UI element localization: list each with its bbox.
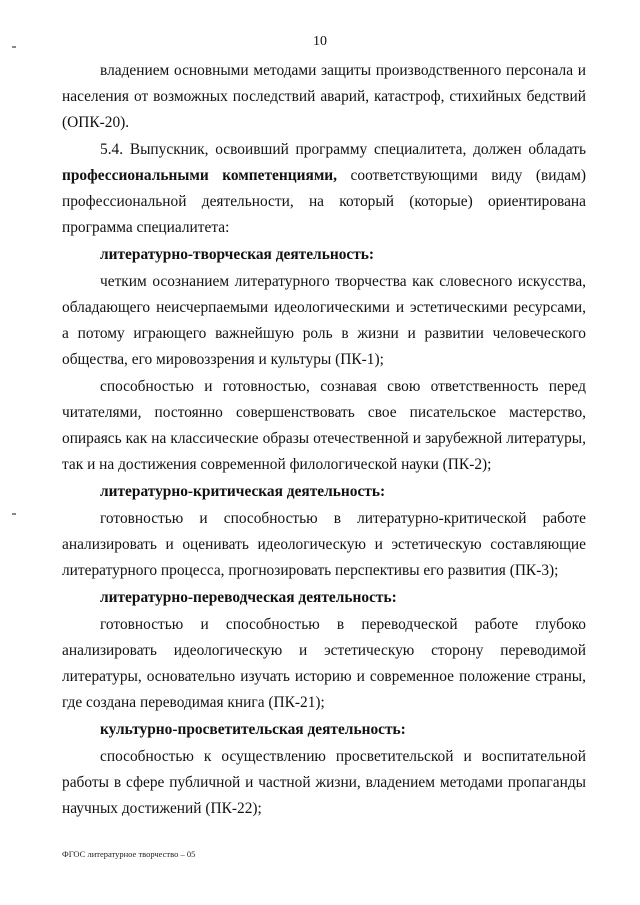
section-heading-cultural-educational: культурно-просветительская деятельность: (100, 721, 406, 738)
paragraph-5-4-rest: соответствующими виду (видам) профессиональной деятельности, на который (которые) ориентирована программа специалитета: (62, 167, 586, 236)
paragraph-5-4-lead: 5.4. Выпускник, освоивший программу специалитета, должен обладать (100, 141, 586, 158)
paragraph-pk1: четким осознанием литературного творчества как словесного искусства, обладающего неисчерпаемыми идеологическими и эстетическими ресурсами, а потому играющего важнейшую роль в жизни и развитии человеческого общества, его мировоззрения и культуры (ПК-1); (62, 273, 586, 368)
section-heading-literary-creative: литературно-творческая деятельность: (100, 246, 375, 263)
paragraph-5-4 (62, 137, 586, 241)
section-heading-literary-translation: литературно-переводческая деятельность: (100, 589, 397, 606)
page-footer: ФГОС литературное творчество – 05 (62, 849, 196, 859)
paragraph-pk22: способностью к осуществлению просветительской и воспитательной работы в сфере публичной и частной жизни, владением методами пропаганды научных достижений (ПК-22); (62, 748, 586, 817)
paragraph-pk2: способностью и готовностью, сознавая свою ответственность перед читателями, постоянно совершенствовать свое писательское мастерство, опираясь как на классические образы отечественной и зарубежной литературы, так и на достижения современной филологической науки (ПК-2); (62, 378, 586, 473)
document-body (62, 58, 586, 822)
section-heading-literary-critical: литературно-критическая деятельность: (100, 483, 386, 500)
page-number: 10 (313, 34, 327, 49)
paragraph-pk21: готовностью и способностью в переводческой работе глубоко анализировать идеологическую и эстетическую сторону переводимой литературы, основательно изучать историю и современное положение страны, где создана переводимая книга (ПК-21); (62, 616, 586, 711)
scan-edge-mark (12, 513, 16, 515)
paragraph-pk3: готовностью и способностью в литературно-критической работе анализировать и оценивать идеологическую и эстетическую составляющие литературного процесса, прогнозировать перспективы его развития (ПК-3); (62, 510, 586, 579)
paragraph-opk20: владением основными методами защиты производственного персонала и населения от возможных последствий аварий, катастроф, стихийных бедствий (ОПК-20). (62, 62, 586, 131)
paragraph-5-4-bold: профессиональными компетенциями, (62, 167, 338, 184)
